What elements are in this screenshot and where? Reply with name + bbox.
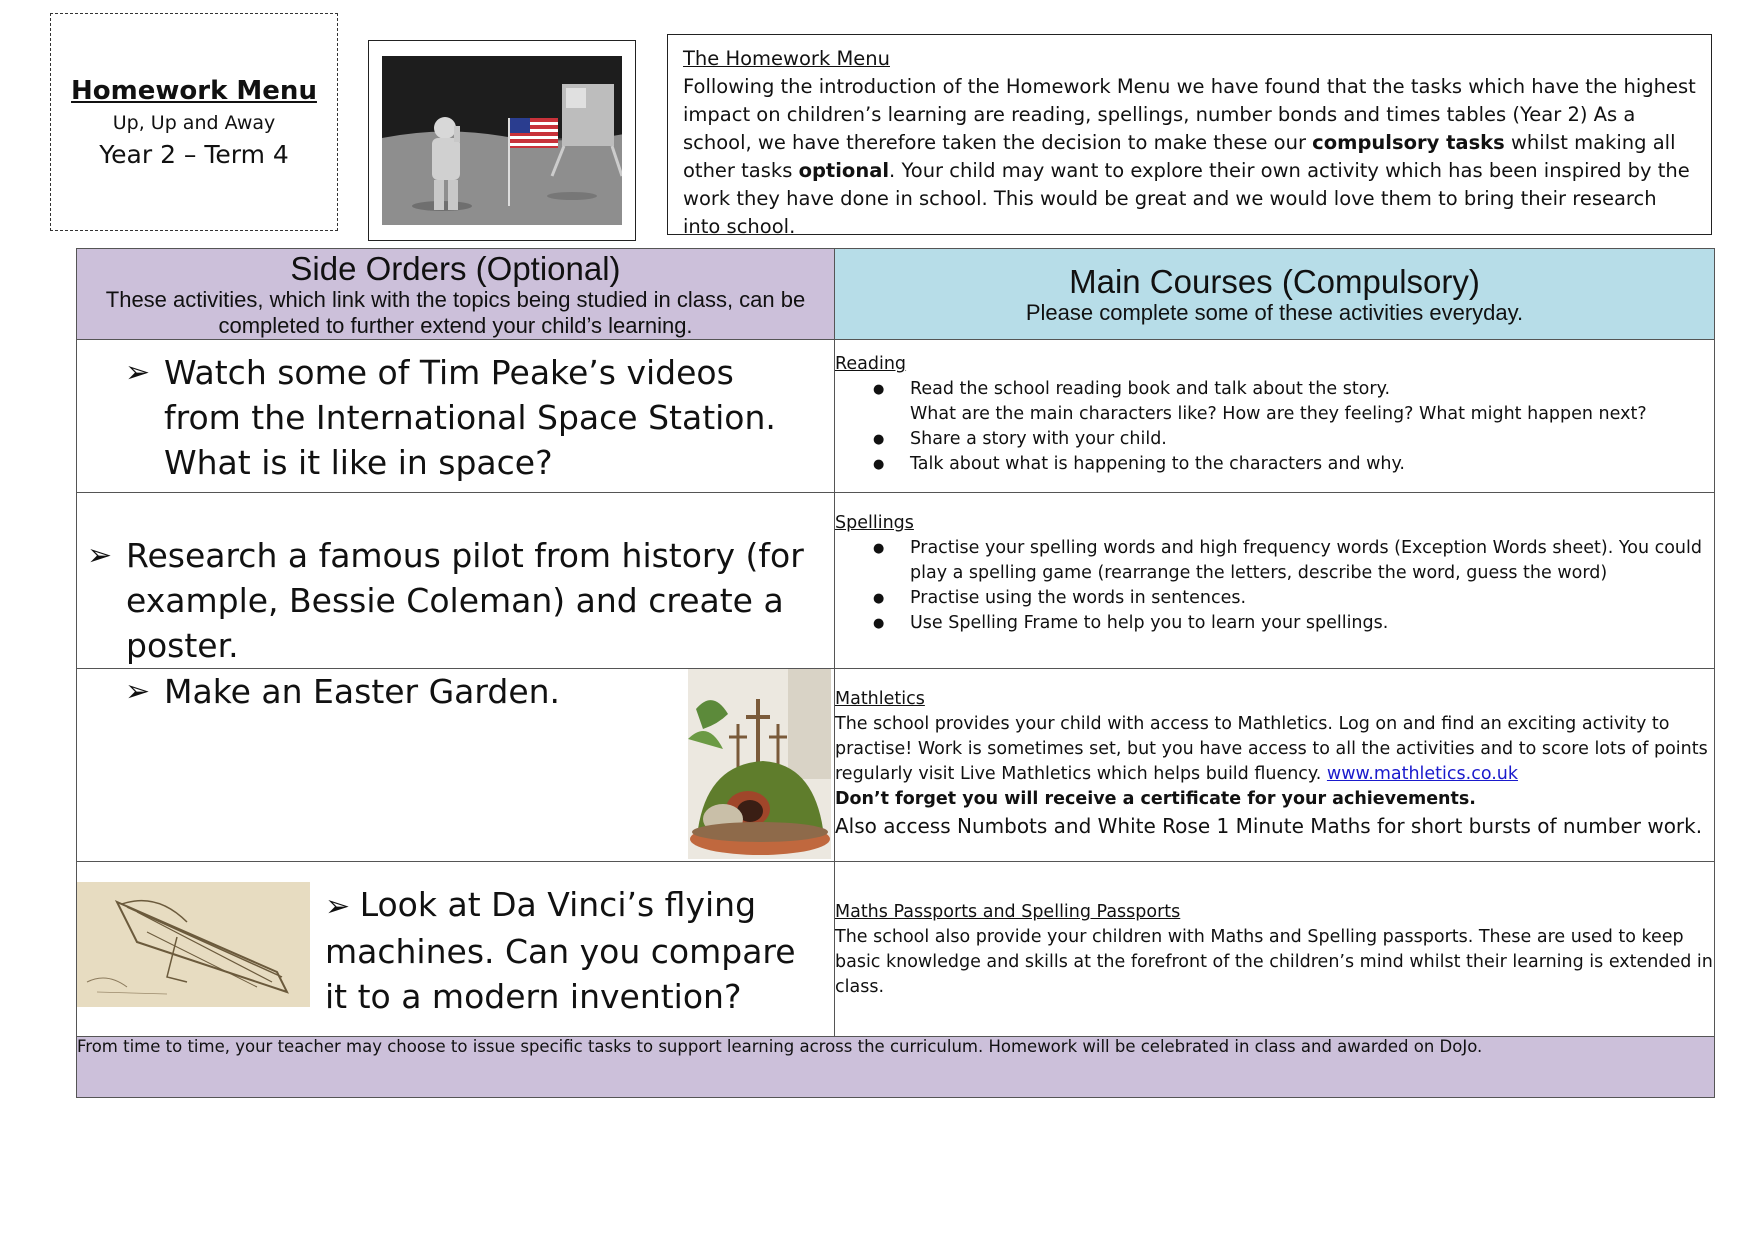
spellings-list (835, 536, 1714, 636)
list-item (835, 377, 1714, 427)
side-order-cell (77, 669, 835, 862)
passports-cell (835, 862, 1715, 1037)
mathletics-text-block (835, 712, 1714, 787)
list-item (835, 452, 1714, 477)
passports-heading: Maths Passports and Spelling Passports (835, 902, 1181, 922)
intro-text (683, 73, 1696, 241)
side-order-item (77, 340, 834, 485)
arrow-bullet-icon: ➢ (125, 674, 151, 709)
side-order-cell (77, 493, 835, 669)
intro-heading: The Homework Menu (683, 47, 890, 70)
side-orders-title: Side Orders (Optional) (290, 250, 621, 287)
reading-heading: Reading (835, 354, 907, 374)
intro-text-a: Following the introduction of the Homework Menu we have found that the tasks which have the highest impact on children’s learning are reading, spellings, number bonds and times tables (Year 2) As a school, we have therefore taken the decision to make these our (683, 75, 1696, 154)
side-orders-header (77, 249, 835, 340)
footer-row (77, 1037, 1715, 1098)
side-order-cell (77, 862, 835, 1037)
page-title: Homework Menu (71, 75, 317, 106)
side-order-cell (77, 340, 835, 493)
moon-landing-photo-frame (368, 40, 636, 241)
list-item-text: Read the school reading book and talk about the story. (910, 379, 1391, 399)
side-order-text: Research a famous pilot from history (for example, Bessie Coleman) and create a poster. (126, 536, 804, 665)
reading-cell (835, 340, 1715, 493)
spellings-cell (835, 493, 1715, 669)
list-item-text: Practise using the words in sentences. (910, 588, 1247, 608)
header-row (77, 249, 1715, 340)
easter-garden-illustration (688, 669, 831, 859)
mathletics-link[interactable]: www.mathletics.co.uk (1326, 764, 1519, 784)
moon-landing-image (382, 56, 622, 225)
list-item-text: What are the main characters like? How are they feeling? What might happen next? (910, 404, 1647, 424)
list-item-text: Share a story with your child. (910, 429, 1167, 449)
main-courses-subtitle: Please complete some of these activities everyday. (1025, 300, 1524, 325)
list-item-text: Practise your spelling words and high frequency words (Exception Words sheet). You could play a spelling game (rearrange the letters, describe the word, guess the word) (910, 538, 1702, 583)
arrow-bullet-icon: ➢ (87, 538, 113, 573)
table-row (77, 493, 1715, 669)
title-box (50, 13, 338, 231)
da-vinci-sketch-image (77, 882, 310, 1007)
list-item (835, 427, 1714, 452)
spellings-heading: Spellings (835, 513, 914, 533)
intro-text-c: . Your child may want to explore their own activity which has been inspired by the work they have done in school. This would be great and we would love them to bring their research into school. (683, 159, 1690, 238)
arrow-bullet-icon: ➢ (125, 355, 151, 390)
side-order-text: Look at Da Vinci’s flying machines. Can you compare it to a modern invention? (325, 885, 796, 1016)
mathletics-heading: Mathletics (835, 689, 925, 709)
year-term: Year 2 – Term 4 (99, 139, 289, 169)
side-order-item (325, 882, 820, 1019)
list-item-text: Talk about what is happening to the characters and why. (910, 454, 1405, 474)
table-row (77, 340, 1715, 493)
mathletics-certificate-note: Don’t forget you will receive a certificate for your achievements. (835, 789, 1476, 809)
list-item (835, 586, 1714, 611)
flying-machine-sketch (77, 882, 310, 1007)
intro-text-b: whilst making all other tasks (683, 131, 1676, 182)
passports-text: The school also provide your children with Maths and Spelling passports. These are used to keep basic knowledge and skills at the forefront of the children’s mind whilst their learning is extended in class. (835, 927, 1713, 997)
side-order-text: Watch some of Tim Peake’s videos from the International Space Station. What is it like in space? (164, 353, 776, 482)
reading-list (835, 377, 1714, 477)
list-item (835, 536, 1714, 586)
mathletics-text: The school provides your child with access to Mathletics. Log on and find an exciting activity to practise! Work is sometimes set, but you have access to all the activities and to score lots of points regularly visit Live Mathletics which helps build fluency. (835, 714, 1708, 784)
table-row (77, 669, 1715, 862)
side-order-item (77, 493, 834, 668)
mathletics-cell (835, 669, 1715, 862)
main-courses-header (835, 249, 1715, 340)
table-row (77, 862, 1715, 1037)
main-courses-title: Main Courses (Compulsory) (1069, 263, 1480, 300)
arrow-bullet-icon: ➢ (325, 889, 360, 924)
intro-optional: optional (798, 159, 890, 182)
side-order-text: Make an Easter Garden. (164, 672, 561, 711)
mathletics-extra: Also access Numbots and White Rose 1 Minute Maths for short bursts of number work. (835, 814, 1703, 838)
intro-compulsory: compulsory tasks (1312, 131, 1505, 154)
list-item (835, 611, 1714, 636)
easter-garden-image (688, 669, 831, 859)
topic-title: Up, Up and Away (112, 111, 276, 134)
intro-box (667, 34, 1712, 238)
footer-note: From time to time, your teacher may choose to issue specific tasks to support learning across the curriculum. Homework will be celebrated in class and awarded on DoJo. (77, 1037, 1715, 1098)
astronaut-flag-illustration (382, 56, 622, 225)
list-item-text: Use Spelling Frame to help you to learn your spellings. (910, 613, 1389, 633)
side-orders-subtitle: These activities, which link with the topics being studied in class, can be completed to further extend your child’s learning. (105, 287, 806, 338)
homework-menu-table (76, 248, 1715, 1098)
